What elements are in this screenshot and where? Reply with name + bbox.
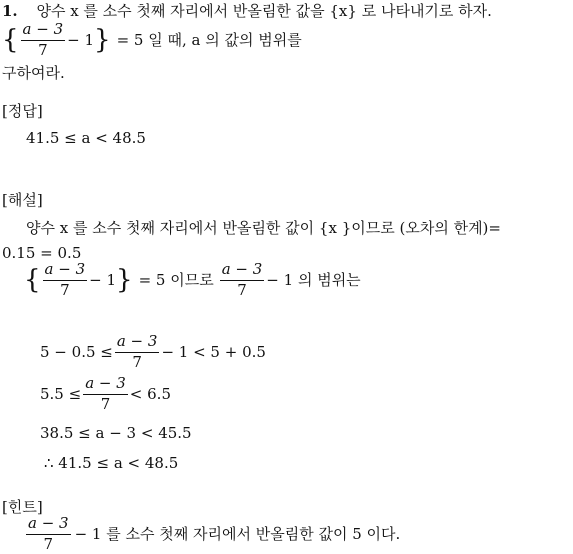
- answer-heading: [정답]: [2, 102, 43, 120]
- brace-open: {: [24, 265, 41, 296]
- brace-close: }: [116, 265, 133, 296]
- fraction-numerator: a − 3: [21, 22, 66, 41]
- problem-statement-line1: [2, 4, 492, 19]
- fraction-numerator: a − 3: [83, 376, 128, 395]
- fraction-numerator: a − 3: [115, 334, 160, 353]
- step1-right: − 1 < 5 + 0.5: [161, 342, 266, 361]
- explanation-step2: [40, 376, 171, 413]
- fraction-numerator: a − 3: [220, 262, 265, 281]
- problem-number: 1.: [2, 2, 18, 20]
- brace-close: }: [94, 25, 111, 56]
- explanation-mid: = 5 이므로: [138, 270, 214, 289]
- hint-line: [24, 516, 400, 553]
- explanation-line2: 0.15 = 0.5: [2, 244, 82, 262]
- explanation-heading: [해설]: [2, 191, 43, 209]
- fraction-denominator: 7: [43, 534, 54, 553]
- hint-heading: [힌트]: [2, 498, 43, 516]
- explanation-line1: 양수 x 를 소수 첫째 자리에서 반올림한 값이 {x }이므로 (오차의 한계)=: [26, 219, 501, 237]
- explanation-step3: 38.5 ≤ a − 3 < 45.5: [40, 424, 192, 442]
- hint-text: − 1 를 소수 첫째 자리에서 반올림한 값이 5 이다.: [74, 524, 401, 543]
- fraction-denominator: 7: [237, 280, 247, 299]
- condition-equation: = 5 일 때, a 의 값의 범위를: [116, 30, 302, 49]
- problem-text-line3: 구하여라.: [2, 64, 65, 82]
- answer-text: 41.5 ≤ a < 48.5: [26, 129, 146, 147]
- fraction-numerator: a − 3: [43, 262, 88, 281]
- explanation-tail: − 1: [89, 270, 117, 289]
- fraction-denominator: 7: [132, 352, 142, 371]
- explanation-fraction-2: [220, 262, 265, 299]
- step2-left: 5.5 ≤: [40, 384, 82, 403]
- fraction-numerator: a − 3: [26, 516, 71, 535]
- problem-text-line1: 양수 x 를 소수 첫째 자리에서 반올림한 값을 {x} 로 나타내기로 하자.: [36, 2, 492, 20]
- step2-fraction: [83, 376, 128, 413]
- fraction-denominator: 7: [100, 394, 111, 413]
- explanation-step4: ∴ 41.5 ≤ a < 48.5: [44, 454, 179, 472]
- problem-condition-line: [2, 22, 302, 59]
- explanation-step1: [40, 334, 266, 371]
- step1-left: 5 − 0.5 ≤: [40, 342, 113, 361]
- brace-open: {: [2, 25, 19, 56]
- step2-right: < 6.5: [129, 384, 171, 403]
- fraction-denominator: 7: [60, 280, 70, 299]
- explanation-end: − 1 의 범위는: [266, 270, 361, 289]
- explanation-fraction: [43, 262, 88, 299]
- step1-fraction: [115, 334, 160, 371]
- condition-tail: − 1: [67, 30, 95, 49]
- hint-fraction: [26, 516, 71, 553]
- fraction-denominator: 7: [38, 40, 48, 59]
- explanation-line3: [24, 262, 361, 299]
- condition-fraction: [21, 22, 66, 59]
